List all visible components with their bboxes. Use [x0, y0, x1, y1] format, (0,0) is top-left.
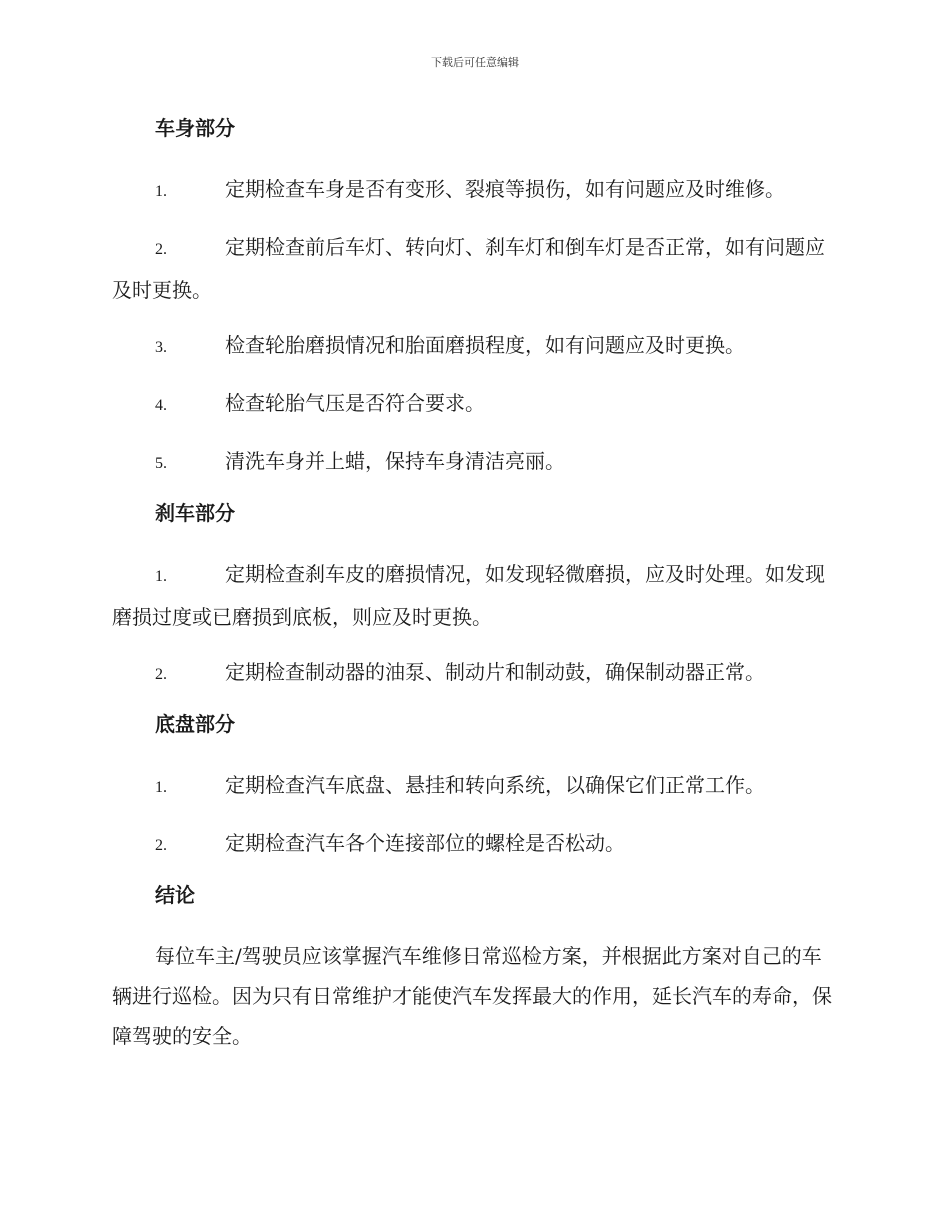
item-text: 定期检查汽车各个连接部位的螺栓是否松动。 — [225, 831, 625, 855]
list-item — [112, 441, 836, 484]
item-number: 1. — [155, 568, 167, 585]
item-number: 2. — [155, 837, 167, 854]
item-text: 检查轮胎磨损情况和胎面磨损程度，如有问题应及时更换。 — [225, 333, 745, 357]
item-number: 4. — [155, 397, 167, 414]
item-text: 定期检查前后车灯、转向灯、刹车灯和倒车灯是否正常，如有问题应及时更换。 — [112, 235, 825, 302]
list-item — [112, 325, 836, 368]
list-item — [112, 169, 836, 212]
item-number: 2. — [155, 666, 167, 683]
item-text: 检查轮胎气压是否符合要求。 — [225, 391, 485, 415]
header-note: 下载后可任意编辑 — [431, 56, 519, 69]
list-item — [112, 383, 836, 426]
item-number: 1. — [155, 779, 167, 796]
item-number: 3. — [155, 339, 167, 356]
item-number: 1. — [155, 183, 167, 200]
conclusion-heading: 结论 — [155, 883, 195, 907]
list-item — [112, 823, 836, 866]
item-number: 2. — [155, 241, 167, 258]
item-text: 定期检查制动器的油泵、制动片和制动鼓，确保制动器正常。 — [225, 660, 765, 684]
item-text: 清洗车身并上蜡，保持车身清洁亮丽。 — [225, 449, 565, 473]
list-item — [112, 765, 836, 808]
item-text: 定期检查车身是否有变形、裂痕等损伤，如有问题应及时维修。 — [225, 177, 785, 201]
list-item — [112, 227, 836, 310]
document-body — [112, 108, 836, 1056]
list-item — [112, 554, 836, 637]
section-heading-body: 车身部分 — [155, 116, 235, 140]
conclusion-paragraph: 每位车主/驾驶员应该掌握汽车维修日常巡检方案，并根据此方案对自己的车辆进行巡检。因为只有日常维护才能使汽车发挥最大的作用，延长汽车的寿命，保障驾驶的安全。 — [112, 944, 832, 1048]
section-heading-chassis: 底盘部分 — [155, 712, 235, 736]
list-item — [112, 652, 836, 695]
item-text: 定期检查刹车皮的磨损情况，如发现轻微磨损，应及时处理。如发现磨损过度或已磨损到底板，则应及时更换。 — [112, 562, 825, 629]
section-heading-brakes: 刹车部分 — [155, 501, 235, 525]
item-text: 定期检查汽车底盘、悬挂和转向系统，以确保它们正常工作。 — [225, 773, 765, 797]
item-number: 5. — [155, 455, 167, 472]
